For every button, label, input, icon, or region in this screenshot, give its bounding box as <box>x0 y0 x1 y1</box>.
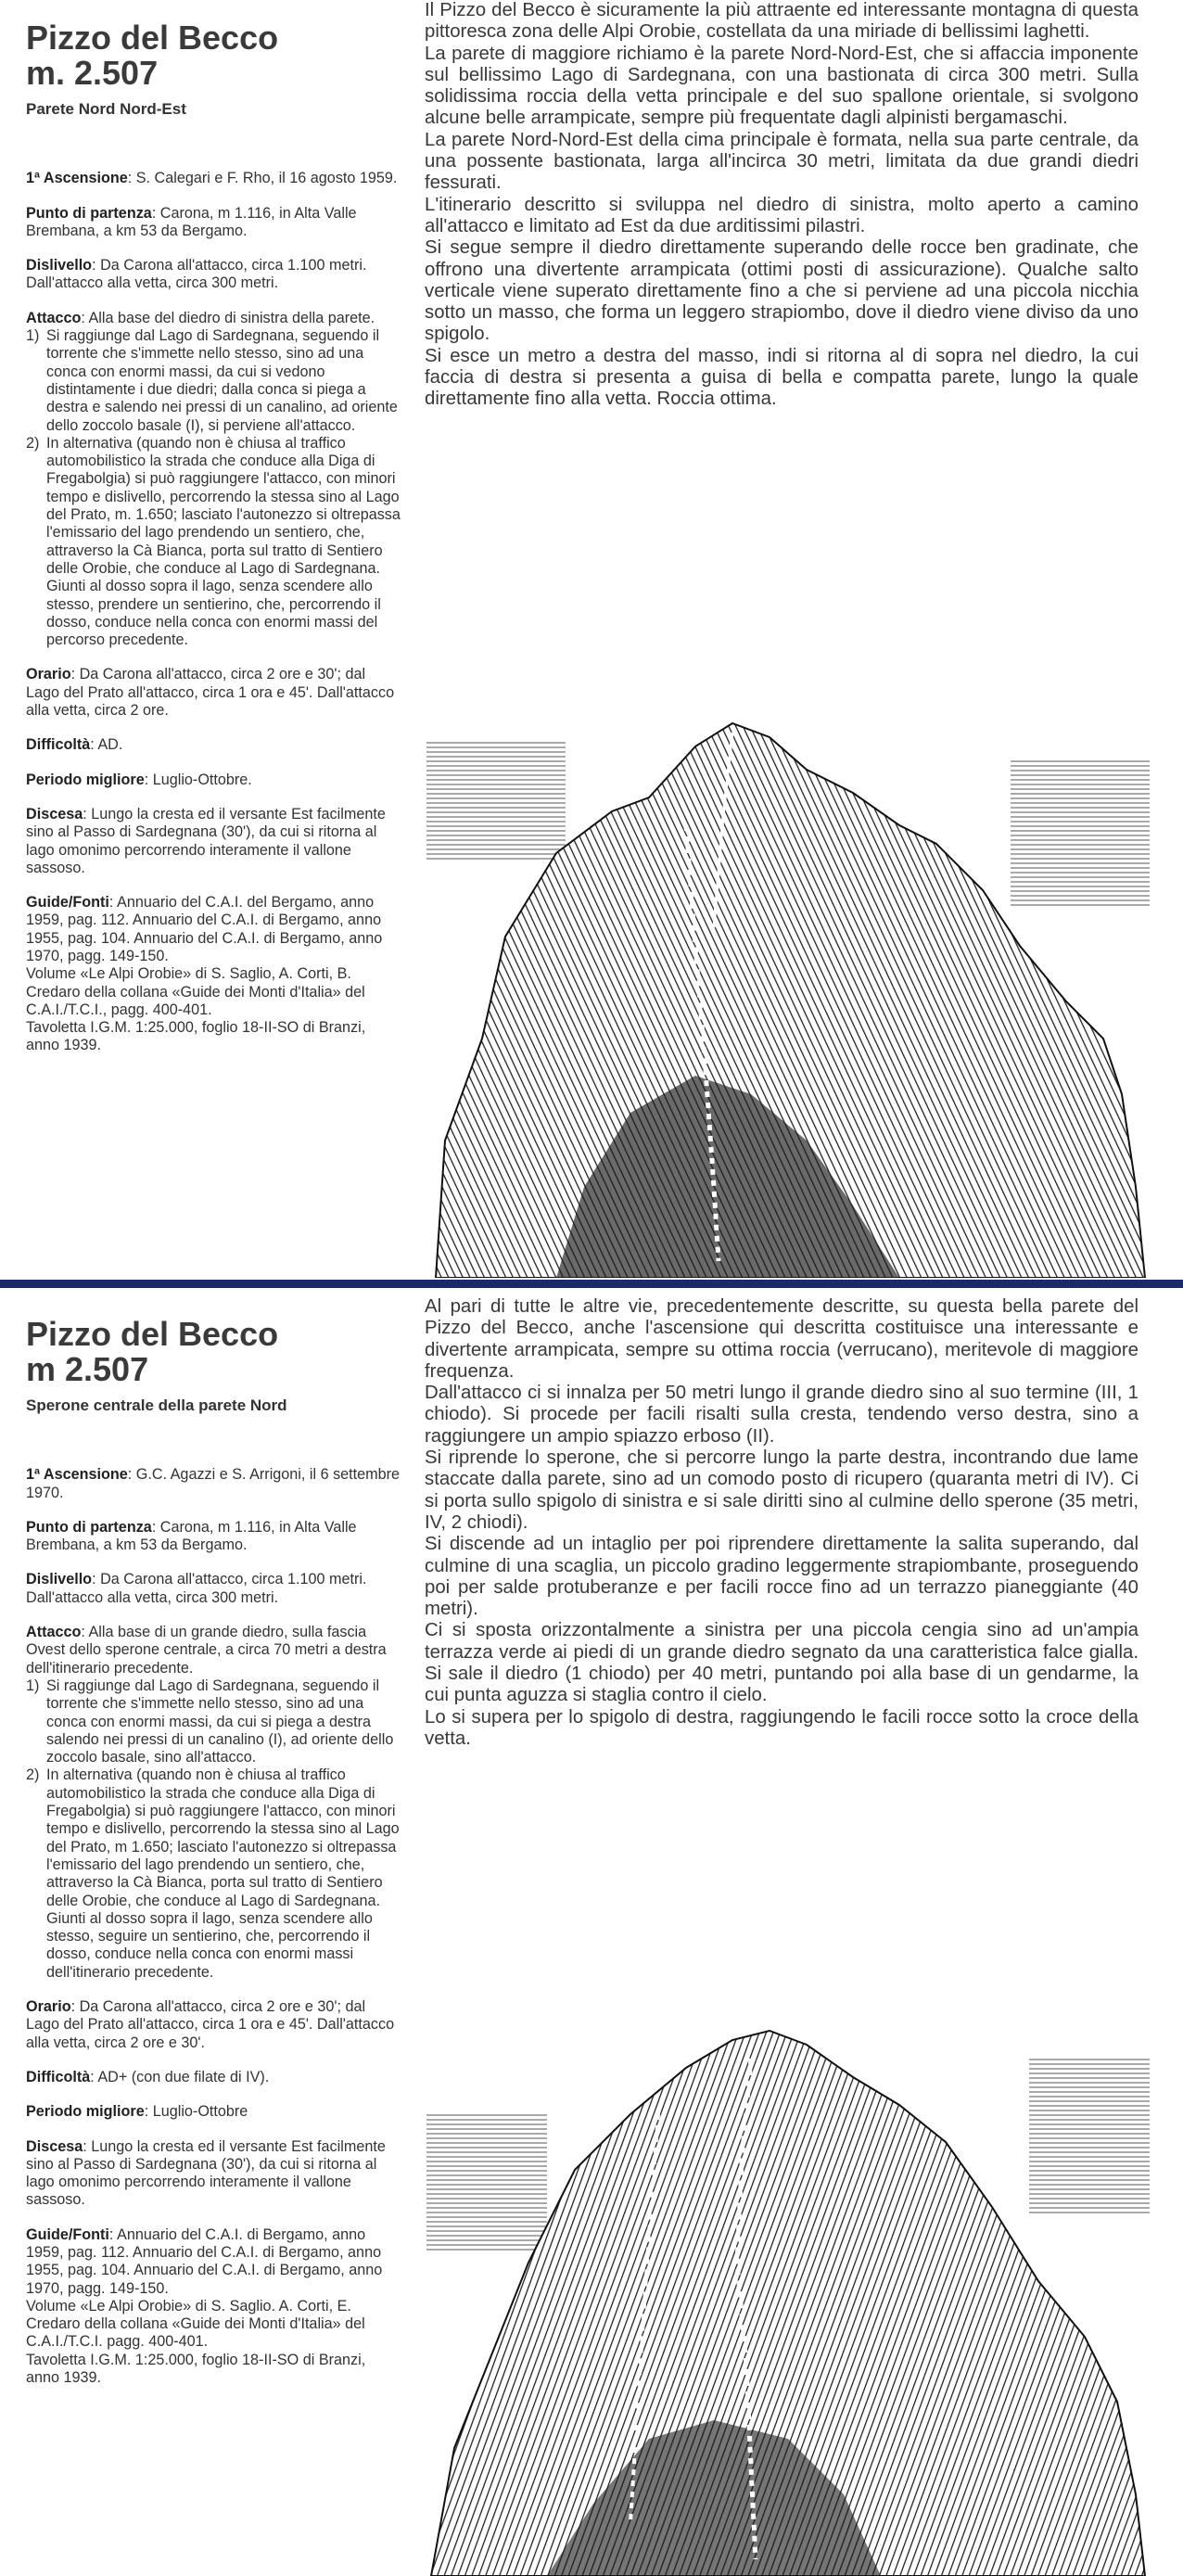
title-peak: Pizzo del Becco <box>26 1315 279 1353</box>
periodo-field: Periodo migliore: Luglio-Ottobre <box>26 2103 248 2121</box>
difficolta-field: Difficoltà: AD+ (con due filate di IV). <box>26 2068 270 2085</box>
route-description <box>425 1296 1138 1750</box>
description-paragraph: Il Pizzo del Becco è sicuramente la più attraente ed interessante montagna di questa pittoresca zona delle Alpi Orobie, costellata da una miriade di bellissimi laghetti. <box>425 0 1138 43</box>
title-peak: Pizzo del Becco <box>26 19 279 57</box>
route-page-nne <box>0 0 1183 1278</box>
route-info-column <box>26 1317 401 2404</box>
description-paragraph: Al pari di tutte le altre vie, precedentemente descritte, su questa bella parete del Pizzo del Becco, anche l'ascensione qui descritta costituisce una interessante e divertente arrampicata, sempre su ottima roccia (verrucano), meritevole di maggiore frequenza. <box>425 1296 1138 1382</box>
route-page-sperone <box>0 1289 1183 2576</box>
description-paragraph: Si discende ad un intaglio per poi riprendere direttamente la salita superando, dal culmine di una scaglia, un piccolo gradino leggermente strapiombante, proseguendo poi per salde protuberanze e per facili rocce fino ad un terrazzo pianeggiante (40 metri). <box>425 1534 1138 1620</box>
description-paragraph: Si riprende lo sperone, che si percorre lungo la parte destra, incontrando due lame staccate dalla parete, sino ad un comodo posto di ricupero (quaranta metri di IV). Ci si porta sullo spigolo di sinistra e si sale diritti sino al culmine dello sperone (35 metri, IV, 2 chiodi). <box>425 1447 1138 1533</box>
ascensione-field: 1ª Ascensione: S. Calegari e F. Rho, il 16 agosto 1959. <box>26 170 398 187</box>
attacco-field: Attacco: Alla base di un grande diedro, sulla fascia Ovest dello sperone centrale, a circa 70 metri a destra dell'itinerario precedente. 1) Si raggiunge dal Lago di Sardegnana, seguendo il torrente che s'immette nello stesso, sino ad una conca con enormi massi, da cui si piega a destra salendo nei pressi di un canalino (I), ad oriente dello zoccolo basale, sino all'attacco. 2) In alternativa (quando non è chiusa al traffico automobilistico la strada che conduce alla Diga di Fregabolgia) si può raggiungere l'attacco, con minori tempo e dislivello, percorrendo la stessa sino al Lago del Prato, m 1.650; lasciato l'autonezzo si oltrepassa l'emissario del lago prendendo un sentiero, che, attraverso la Cà Bianca, porta sul tratto di Sentiero delle Orobie, che conduce al Lago di Sardegnana. Giunti al dosso sopra il lago, senza scendere allo stesso, seguire un sentierino, che, percorrendo il dosso, conduce nella conca con enormi massi dell'itinerario precedente. <box>26 1624 401 1982</box>
list-item: 1) Si raggiunge dal Lago di Sardegnana, seguendo il torrente che s'immette nello stesso, sino ad una conca con enormi massi, da cui si vedono distintamente i due diedri; dalla conca si piega a destra e salendo nei pressi di un canalino, ad oriente dello zoccolo basale (I), si perviene all'attacco. <box>26 327 398 434</box>
dislivello-field: Dislivello: Da Carona all'attacco, circa 1.100 metri. Dall'attacco alla vetta, circa 300 metri. <box>26 1571 367 1606</box>
dislivello-field: Dislivello: Da Carona all'attacco, circa 1.100 metri. Dall'attacco alla vetta, circa 300 metri. <box>26 257 367 292</box>
discesa-field: Discesa: Lungo la cresta ed il versante Est facilmente sino al Passo di Sardegnana (30'), da cui si ritorna al lago omonimo percorrendo interamente il vallone sassoso. <box>26 2137 386 2209</box>
list-item: 2) In alternativa (quando non è chiusa al traffico automobilistico la strada che conduce alla Diga di Fregabolgia) si può raggiungere l'attacco, con minori tempo e dislivello, percorrendo la stessa sino al Lago del Prato, m. 1.650; lasciato l'autonezzo si oltrepassa l'emissario del lago prendendo un sentiero, che, attraverso la Cà Bianca, porta sul tratto di Sentiero delle Orobie, che conduce al Lago di Sardegnana. Giunti al dosso sopra il lago, senza scendere allo stesso, prendere un sentierino, che, percorrendo il dosso, conduce nella conca con enormi massi del percorso precedente. <box>26 434 401 649</box>
description-paragraph: Ci si sposta orizzontalmente a sinistra per una piccola cengia sino ad un'ampia terrazza verde ai piedi di un grande diedro segnato da una caratteristica falce gialla. Si sale il diedro (1 chiodo) per 40 metri, puntando poi alla base di un gendarme, la cui punta aguzza si staglia contro il cielo. <box>425 1620 1138 1706</box>
route-subtitle: Parete Nord Nord-Est <box>26 100 186 118</box>
description-paragraph: La parete Nord-Nord-Est della cima principale è formata, nella sua parte centrale, da una possente bastionata, larga all'incirca 30 metri, limitata da due grandi diedri fessurati. <box>425 129 1138 194</box>
description-paragraph: Lo si supera per lo spigolo di destra, raggiungendo le facili rocce sotto la croce della vetta. <box>425 1706 1138 1749</box>
discesa-field: Discesa: Lungo la cresta ed il versante Est facilmente sino al Passo di Sardegnana (30'), da cui si ritorna al lago omonimo percorrendo interamente il vallone sassoso. <box>26 805 386 876</box>
route-subtitle: Sperone centrale della parete Nord <box>26 1396 287 1414</box>
description-paragraph: Si segue sempre il diedro direttamente superando delle rocce ben gradinate, che offrono una divertente arrampicata (ottimi posti di assicurazione). Qualche salto verticale viene superato direttamente fino a che si perviene ad una piccola nicchia sotto un masso, che forma un leggero strapiombo, dove il diedro viene diviso da uno spigolo. <box>425 237 1138 345</box>
page-title <box>26 1317 401 1387</box>
description-paragraph: L'itinerario descritto si sviluppa nel diedro di sinistra, molto aperto a camino all'attacco e limitato ad Est da due arditissimi pilastri. <box>425 194 1138 236</box>
orario-field: Orario: Da Carona all'attacco, circa 2 ore e 30'; dal Lago del Prato all'attacco, circa 1 ora e 45'. Dall'attacco alla vetta, circa 2 ore e 30'. <box>26 1998 395 2051</box>
title-altitude: m. 2.507 <box>26 54 159 92</box>
periodo-field: Periodo migliore: Luglio-Ottobre. <box>26 771 252 788</box>
mountain-illustration <box>417 705 1150 1278</box>
description-paragraph: Si esce un metro a destra del masso, indi si ritorna al di sopra nel diedro, la cui faccia di destra si presenta a guisa di bella e compatta parete, lungo la quale direttamente fino alla vetta. Roccia ottima. <box>425 345 1138 410</box>
difficolta-field: Difficoltà: AD. <box>26 736 123 754</box>
partenza-field: Punto di partenza: Carona, m 1.116, in Alta Valle Brembana, a km 53 da Bergamo. <box>26 1518 357 1554</box>
attacco-list <box>26 1677 401 1982</box>
route-description <box>425 0 1138 411</box>
attacco-field: Attacco: Alla base del diedro di sinistra della parete. 1) Si raggiunge dal Lago di Sardegnana, seguendo il torrente che s'immette nello stesso, sino ad una conca con enormi massi, da cui si vedono distintamente i due diedri; dalla conca si piega a destra e salendo nei pressi di un canalino, ad oriente dello zoccolo basale (I), si perviene all'attacco. 2) In alternativa (quando non è chiusa al traffico automobilistico la strada che conduce alla Diga di Fregabolgia) si può raggiungere l'attacco, con minori tempo e dislivello, percorrendo la stessa sino al Lago del Prato, m. 1.650; lasciato l'autonezzo si oltrepassa l'emissario del lago prendendo un sentiero, che, attraverso la Cà Bianca, porta sul tratto di Sentiero delle Orobie, che conduce al Lago di Sardegnana. Giunti al dosso sopra il lago, senza scendere allo stesso, prendere un sentierino, che, percorrendo il dosso, conduce nella conca con enormi massi del percorso precedente. <box>26 309 401 649</box>
page-title <box>26 20 401 91</box>
description-paragraph: La parete di maggiore richiamo è la parete Nord-Nord-Est, che si affaccia imponente sul bellissimo Lago di Sardegnana, con una bastionata di circa 300 metri. Sulla solidissima roccia della vetta principale e del suo spallone orientale, si svolgono alcune belle arrampicate, sempre più frequentate dagli alpinisti bergamaschi. <box>425 43 1138 129</box>
list-item: 1) Si raggiunge dal Lago di Sardegnana, seguendo il torrente che s'immette nello stesso, sino ad una conca con enormi massi, da cui si piega a destra salendo nei pressi di un canalino (I), ad oriente dello zoccolo basale, sino all'attacco. <box>26 1677 394 1766</box>
attacco-list <box>26 327 401 649</box>
route-info-column <box>26 20 401 1072</box>
mountain-illustration <box>417 2003 1150 2576</box>
ascensione-field: 1ª Ascensione: G.C. Agazzi e S. Arrigoni, il 6 settembre 1970. <box>26 1466 401 1501</box>
orario-field: Orario: Da Carona all'attacco, circa 2 ore e 30'; dal Lago del Prato all'attacco, circa 1 ora e 45'. Dall'attacco alla vetta, circa 2 ore. <box>26 666 395 720</box>
guide-field: Guide/Fonti: Annuario del C.A.I. di Bergamo, anno 1959, pag. 112. Annuario del C.A.I. di Bergamo, anno 1955, pag. 104. Annuario del C.A.I. di Bergamo, anno 1970, pagg. 149-150. Volume «Le Alpi Orobie» di S. Saglio. A. Corti, E. Credaro della collana «Guide dei Monti d'Italia» del C.A.I./T.C.I. pagg. 400-401. Tavoletta I.G.M. 1:25.000, foglio 18-II-SO di Branzi, anno 1939. <box>26 2225 383 2387</box>
guide-field: Guide/Fonti: Annuario del C.A.I. del Bergamo, anno 1959, pag. 112. Annuario del C.A.I. di Bergamo, anno 1955, pag. 104. Annuario del C.A.I. di Bergamo, anno 1970, pagg. 149-150. Volume «Le Alpi Orobie» di S. Saglio, A. Corti, B. Credaro della collana «Guide dei Monti d'Italia» del C.A.I./T.C.I., pagg. 400-401. Tavoletta I.G.M. 1:25.000, foglio 18-II-SO di Branzi, anno 1939. <box>26 894 383 1054</box>
page-divider <box>0 1280 1183 1288</box>
list-item: 2) In alternativa (quando non è chiusa al traffico automobilistico la strada che conduce alla Diga di Fregabolgia) si può raggiungere l'attacco, con minori tempo e dislivello, percorrendo la stessa sino al Lago del Prato, m 1.650; lasciato l'autonezzo si oltrepassa l'emissario del lago prendendo un sentiero, che, attraverso la Cà Bianca, porta sul tratto di Sentiero delle Orobie, che conduce al Lago di Sardegnana. Giunti al dosso sopra il lago, senza scendere allo stesso, seguire un sentierino, che, percorrendo il dosso, conduce nella conca con enormi massi dell'itinerario precedente. <box>26 1766 400 1981</box>
title-altitude: m 2.507 <box>26 1350 149 1388</box>
partenza-field: Punto di partenza: Carona, m 1.116, in Alta Valle Brembana, a km 53 da Bergamo. <box>26 204 357 239</box>
description-paragraph: Dall'attacco ci si innalza per 50 metri lungo il grande diedro sino al suo termine (III, 1 chiodo). Si procede per facili risalti sulla cresta, tendendo verso destra, sino a raggiungere un ampio spiazzo erboso (II). <box>425 1383 1138 1447</box>
